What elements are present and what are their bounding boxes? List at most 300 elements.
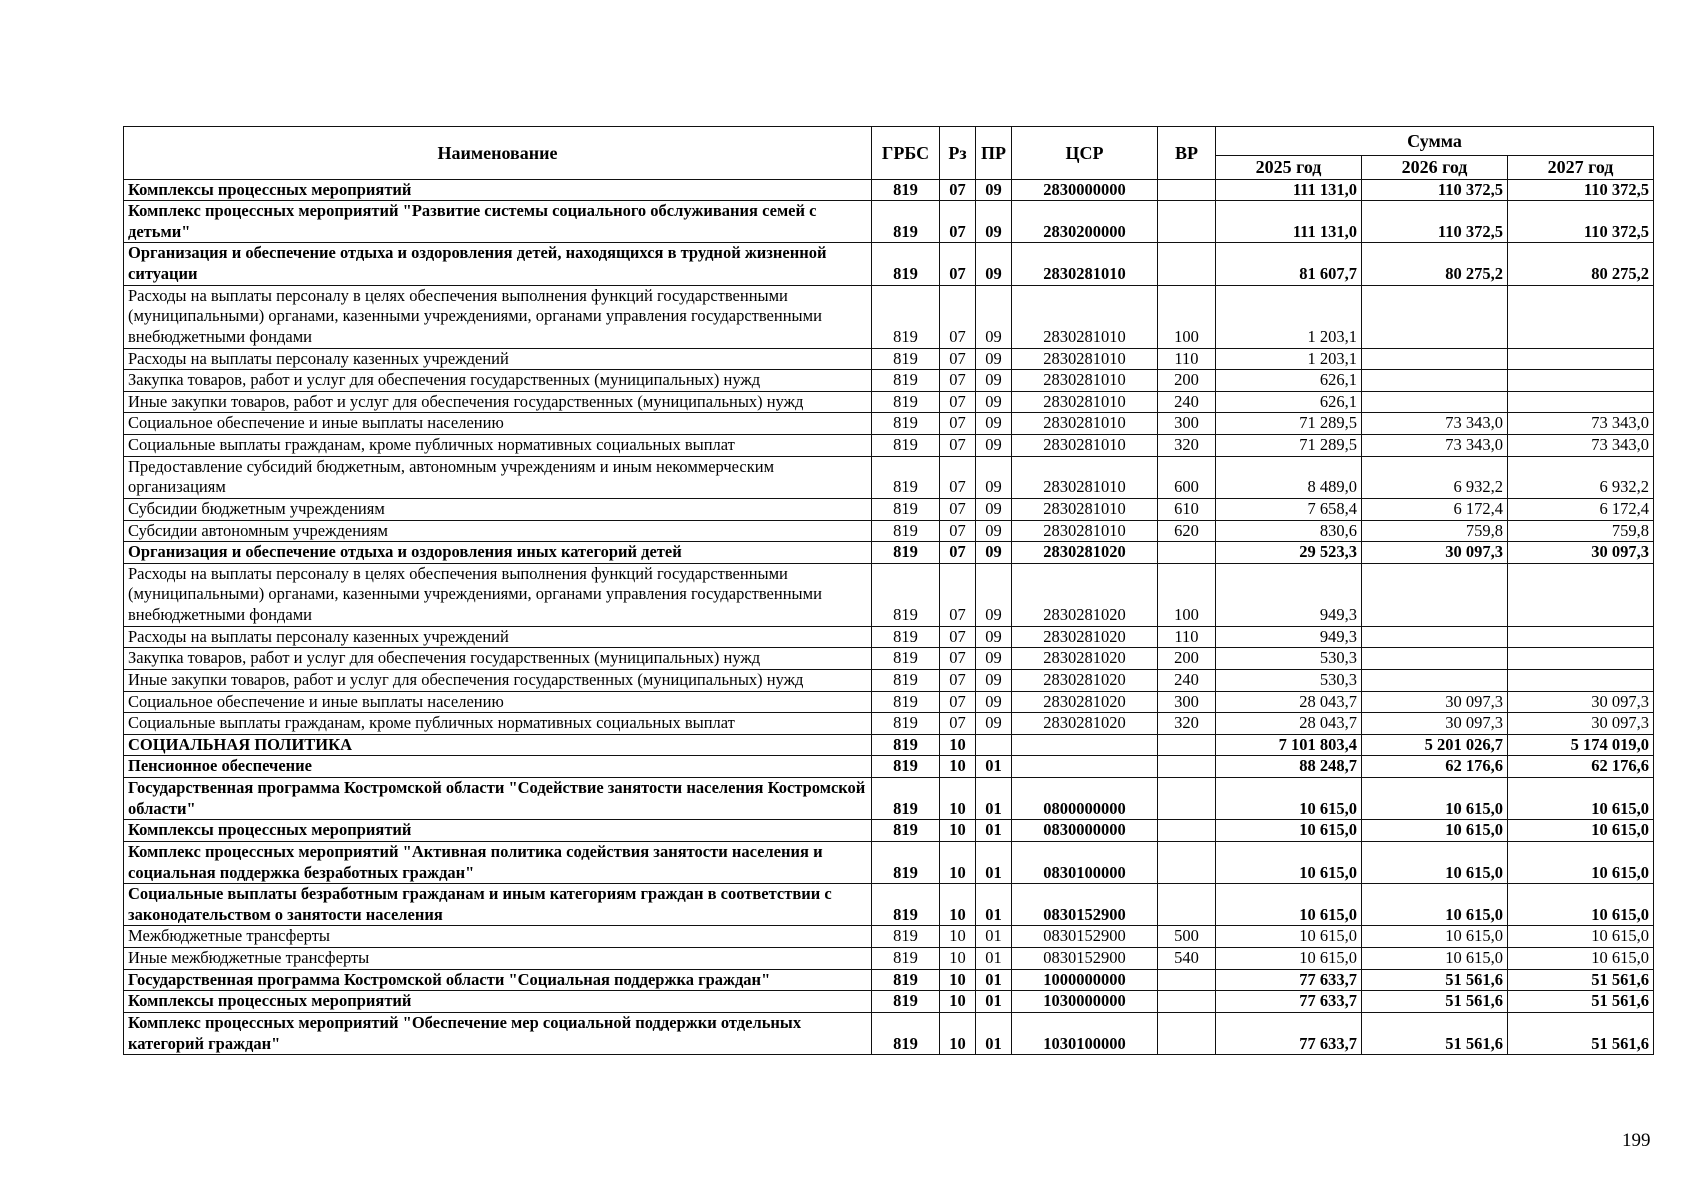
cell-2025: 626,1 <box>1216 370 1362 392</box>
cell-grbs: 819 <box>872 756 940 778</box>
table-row <box>124 348 1654 370</box>
budget-table <box>123 126 1654 1055</box>
cell-pr: 09 <box>976 435 1012 457</box>
table-row <box>124 563 1654 626</box>
cell-pr: 09 <box>976 520 1012 542</box>
cell-vr <box>1158 841 1216 883</box>
cell-2026 <box>1362 391 1508 413</box>
cell-grbs: 819 <box>872 520 940 542</box>
cell-vr: 100 <box>1158 563 1216 626</box>
cell-2026: 10 615,0 <box>1362 841 1508 883</box>
cell-2027: 10 615,0 <box>1508 884 1654 926</box>
col-header-grbs: ГРБС <box>872 127 940 180</box>
cell-grbs: 819 <box>872 691 940 713</box>
cell-csr: 2830281010 <box>1012 348 1158 370</box>
cell-rz: 07 <box>940 626 976 648</box>
cell-rz: 07 <box>940 413 976 435</box>
table-row <box>124 713 1654 735</box>
cell-name: Социальные выплаты гражданам, кроме публичных нормативных социальных выплат <box>124 435 872 457</box>
col-header-2025: 2025 год <box>1216 156 1362 180</box>
cell-rz: 10 <box>940 926 976 948</box>
cell-rz: 07 <box>940 348 976 370</box>
cell-name: Пенсионное обеспечение <box>124 756 872 778</box>
cell-2025: 949,3 <box>1216 626 1362 648</box>
cell-2026: 30 097,3 <box>1362 691 1508 713</box>
cell-2027: 6 932,2 <box>1508 456 1654 498</box>
cell-name: Социальные выплаты гражданам, кроме публичных нормативных социальных выплат <box>124 713 872 735</box>
cell-csr: 2830281010 <box>1012 243 1158 285</box>
cell-name: Комплексы процессных мероприятий <box>124 991 872 1013</box>
table-row <box>124 734 1654 756</box>
cell-pr: 09 <box>976 498 1012 520</box>
cell-pr: 09 <box>976 285 1012 348</box>
cell-2026: 51 561,6 <box>1362 1012 1508 1054</box>
cell-2025: 88 248,7 <box>1216 756 1362 778</box>
cell-2025: 830,6 <box>1216 520 1362 542</box>
cell-name: Межбюджетные трансферты <box>124 926 872 948</box>
cell-2025: 7 658,4 <box>1216 498 1362 520</box>
cell-2027 <box>1508 669 1654 691</box>
cell-name: Расходы на выплаты персоналу казенных учреждений <box>124 348 872 370</box>
table-row <box>124 456 1654 498</box>
cell-csr <box>1012 734 1158 756</box>
cell-grbs: 819 <box>872 713 940 735</box>
cell-name: Субсидии автономным учреждениям <box>124 520 872 542</box>
cell-2025: 10 615,0 <box>1216 884 1362 926</box>
cell-pr <box>976 734 1012 756</box>
cell-vr: 240 <box>1158 391 1216 413</box>
cell-2025: 10 615,0 <box>1216 948 1362 970</box>
cell-rz: 07 <box>940 669 976 691</box>
cell-2026: 73 343,0 <box>1362 435 1508 457</box>
cell-csr: 0830100000 <box>1012 841 1158 883</box>
col-header-csr: ЦСР <box>1012 127 1158 180</box>
cell-2025: 8 489,0 <box>1216 456 1362 498</box>
cell-2025: 1 203,1 <box>1216 348 1362 370</box>
cell-2025: 949,3 <box>1216 563 1362 626</box>
cell-grbs: 819 <box>872 201 940 243</box>
cell-2027: 73 343,0 <box>1508 435 1654 457</box>
cell-pr: 01 <box>976 884 1012 926</box>
cell-2027: 73 343,0 <box>1508 413 1654 435</box>
cell-pr: 01 <box>976 756 1012 778</box>
cell-rz: 07 <box>940 563 976 626</box>
table-row <box>124 841 1654 883</box>
cell-name: Иные закупки товаров, работ и услуг для обеспечения государственных (муниципальных) нужд <box>124 669 872 691</box>
cell-name: Организация и обеспечение отдыха и оздоровления детей, находящихся в трудной жизненной ситуации <box>124 243 872 285</box>
cell-2026 <box>1362 648 1508 670</box>
cell-vr: 540 <box>1158 948 1216 970</box>
table-row <box>124 778 1654 820</box>
table-row <box>124 948 1654 970</box>
cell-2027: 6 172,4 <box>1508 498 1654 520</box>
col-header-sum: Сумма <box>1216 127 1654 156</box>
cell-2026: 6 932,2 <box>1362 456 1508 498</box>
cell-rz: 07 <box>940 370 976 392</box>
cell-2025: 10 615,0 <box>1216 926 1362 948</box>
cell-2025: 626,1 <box>1216 391 1362 413</box>
cell-vr: 300 <box>1158 413 1216 435</box>
cell-2027: 62 176,6 <box>1508 756 1654 778</box>
cell-vr <box>1158 756 1216 778</box>
cell-2026: 110 372,5 <box>1362 179 1508 201</box>
cell-vr: 240 <box>1158 669 1216 691</box>
cell-pr: 09 <box>976 413 1012 435</box>
cell-name: СОЦИАЛЬНАЯ ПОЛИТИКА <box>124 734 872 756</box>
table-row <box>124 926 1654 948</box>
cell-csr: 2830281010 <box>1012 285 1158 348</box>
cell-name: Социальные выплаты безработным гражданам и иным категориям граждан в соответствии с законодательством о занятости населения <box>124 884 872 926</box>
cell-grbs: 819 <box>872 435 940 457</box>
cell-grbs: 819 <box>872 991 940 1013</box>
col-header-pr: ПР <box>976 127 1012 180</box>
cell-grbs: 819 <box>872 669 940 691</box>
table-row <box>124 756 1654 778</box>
cell-2027: 80 275,2 <box>1508 243 1654 285</box>
cell-grbs: 819 <box>872 1012 940 1054</box>
cell-grbs: 819 <box>872 926 940 948</box>
cell-grbs: 819 <box>872 648 940 670</box>
cell-grbs: 819 <box>872 456 940 498</box>
cell-vr <box>1158 201 1216 243</box>
table-row <box>124 370 1654 392</box>
table-row <box>124 691 1654 713</box>
cell-2026: 80 275,2 <box>1362 243 1508 285</box>
cell-2027: 10 615,0 <box>1508 778 1654 820</box>
cell-name: Организация и обеспечение отдыха и оздоровления иных категорий детей <box>124 542 872 564</box>
cell-rz: 10 <box>940 991 976 1013</box>
cell-csr: 2830200000 <box>1012 201 1158 243</box>
col-header-name: Наименование <box>124 127 872 180</box>
cell-2025: 28 043,7 <box>1216 691 1362 713</box>
cell-2025: 10 615,0 <box>1216 778 1362 820</box>
cell-2027: 51 561,6 <box>1508 969 1654 991</box>
cell-grbs: 819 <box>872 413 940 435</box>
table-header <box>124 127 1654 180</box>
cell-2027: 30 097,3 <box>1508 691 1654 713</box>
cell-csr: 2830281020 <box>1012 669 1158 691</box>
cell-2026: 110 372,5 <box>1362 201 1508 243</box>
cell-csr: 2830281010 <box>1012 520 1158 542</box>
cell-2027: 10 615,0 <box>1508 926 1654 948</box>
cell-rz: 10 <box>940 756 976 778</box>
cell-csr: 2830281010 <box>1012 391 1158 413</box>
cell-rz: 07 <box>940 456 976 498</box>
table-row <box>124 285 1654 348</box>
table-row <box>124 669 1654 691</box>
cell-csr: 2830281020 <box>1012 626 1158 648</box>
table-row <box>124 201 1654 243</box>
cell-vr <box>1158 542 1216 564</box>
cell-pr: 09 <box>976 456 1012 498</box>
cell-csr: 2830281010 <box>1012 370 1158 392</box>
table-row <box>124 884 1654 926</box>
cell-rz: 07 <box>940 713 976 735</box>
cell-grbs: 819 <box>872 734 940 756</box>
cell-pr: 09 <box>976 648 1012 670</box>
table-row <box>124 435 1654 457</box>
cell-pr: 09 <box>976 626 1012 648</box>
cell-rz: 10 <box>940 820 976 842</box>
cell-grbs: 819 <box>872 542 940 564</box>
cell-pr: 09 <box>976 391 1012 413</box>
page-number: 199 <box>1622 1130 1651 1151</box>
cell-pr: 01 <box>976 778 1012 820</box>
cell-2027: 30 097,3 <box>1508 713 1654 735</box>
cell-csr: 2830281010 <box>1012 498 1158 520</box>
cell-vr <box>1158 969 1216 991</box>
cell-2025: 77 633,7 <box>1216 1012 1362 1054</box>
cell-2025: 530,3 <box>1216 669 1362 691</box>
cell-csr <box>1012 756 1158 778</box>
cell-2027: 759,8 <box>1508 520 1654 542</box>
cell-csr: 0830152900 <box>1012 926 1158 948</box>
cell-vr <box>1158 820 1216 842</box>
cell-grbs: 819 <box>872 884 940 926</box>
table-row <box>124 243 1654 285</box>
cell-grbs: 819 <box>872 948 940 970</box>
cell-2027: 30 097,3 <box>1508 542 1654 564</box>
col-header-vr: ВР <box>1158 127 1216 180</box>
cell-2025: 71 289,5 <box>1216 413 1362 435</box>
cell-csr: 0830000000 <box>1012 820 1158 842</box>
table-row <box>124 498 1654 520</box>
cell-rz: 07 <box>940 542 976 564</box>
cell-2025: 71 289,5 <box>1216 435 1362 457</box>
cell-pr: 01 <box>976 969 1012 991</box>
cell-vr <box>1158 243 1216 285</box>
cell-name: Расходы на выплаты персоналу казенных учреждений <box>124 626 872 648</box>
cell-2025: 530,3 <box>1216 648 1362 670</box>
cell-2025: 111 131,0 <box>1216 179 1362 201</box>
cell-grbs: 819 <box>872 285 940 348</box>
cell-grbs: 819 <box>872 820 940 842</box>
cell-2027 <box>1508 626 1654 648</box>
cell-csr: 1030000000 <box>1012 991 1158 1013</box>
table-row <box>124 626 1654 648</box>
cell-csr: 2830281010 <box>1012 456 1158 498</box>
cell-2027: 110 372,5 <box>1508 201 1654 243</box>
cell-rz: 10 <box>940 778 976 820</box>
cell-2026: 30 097,3 <box>1362 713 1508 735</box>
cell-2025: 1 203,1 <box>1216 285 1362 348</box>
cell-pr: 09 <box>976 713 1012 735</box>
cell-vr: 600 <box>1158 456 1216 498</box>
cell-2027 <box>1508 391 1654 413</box>
cell-vr: 500 <box>1158 926 1216 948</box>
col-header-rz: Рз <box>940 127 976 180</box>
cell-rz: 10 <box>940 841 976 883</box>
cell-grbs: 819 <box>872 563 940 626</box>
table-row <box>124 413 1654 435</box>
cell-2027 <box>1508 563 1654 626</box>
cell-2025: 77 633,7 <box>1216 969 1362 991</box>
cell-name: Социальное обеспечение и иные выплаты населению <box>124 413 872 435</box>
cell-grbs: 819 <box>872 179 940 201</box>
cell-rz: 10 <box>940 948 976 970</box>
cell-name: Расходы на выплаты персоналу в целях обеспечения выполнения функций государственными (муниципальными) органами, казенными учреждениями, органами управления государственными внебюджетными фондами <box>124 285 872 348</box>
cell-name: Закупка товаров, работ и услуг для обеспечения государственных (муниципальных) нужд <box>124 370 872 392</box>
cell-2026: 51 561,6 <box>1362 991 1508 1013</box>
cell-2025: 7 101 803,4 <box>1216 734 1362 756</box>
cell-pr: 09 <box>976 669 1012 691</box>
cell-2026: 10 615,0 <box>1362 778 1508 820</box>
cell-csr: 2830281020 <box>1012 691 1158 713</box>
cell-name: Комплекс процессных мероприятий "Обеспечение мер социальной поддержки отдельных категорий граждан" <box>124 1012 872 1054</box>
cell-csr: 0830152900 <box>1012 884 1158 926</box>
cell-name: Государственная программа Костромской области "Содействие занятости населения Костромской области" <box>124 778 872 820</box>
cell-2026 <box>1362 563 1508 626</box>
cell-2027 <box>1508 285 1654 348</box>
col-header-2026: 2026 год <box>1362 156 1508 180</box>
cell-pr: 09 <box>976 563 1012 626</box>
cell-rz: 07 <box>940 243 976 285</box>
cell-2026: 6 172,4 <box>1362 498 1508 520</box>
cell-rz: 07 <box>940 648 976 670</box>
cell-rz: 10 <box>940 734 976 756</box>
cell-2025: 28 043,7 <box>1216 713 1362 735</box>
cell-name: Расходы на выплаты персоналу в целях обеспечения выполнения функций государственными (муниципальными) органами, казенными учреждениями, органами управления государственными внебюджетными фондами <box>124 563 872 626</box>
cell-2025: 111 131,0 <box>1216 201 1362 243</box>
cell-name: Закупка товаров, работ и услуг для обеспечения государственных (муниципальных) нужд <box>124 648 872 670</box>
cell-vr <box>1158 991 1216 1013</box>
cell-2026: 62 176,6 <box>1362 756 1508 778</box>
cell-vr: 100 <box>1158 285 1216 348</box>
cell-csr: 2830281020 <box>1012 713 1158 735</box>
cell-2026: 5 201 026,7 <box>1362 734 1508 756</box>
cell-2027: 5 174 019,0 <box>1508 734 1654 756</box>
cell-rz: 10 <box>940 969 976 991</box>
cell-vr <box>1158 179 1216 201</box>
cell-pr: 09 <box>976 691 1012 713</box>
cell-pr: 01 <box>976 991 1012 1013</box>
cell-rz: 10 <box>940 1012 976 1054</box>
cell-2027: 110 372,5 <box>1508 179 1654 201</box>
cell-2025: 10 615,0 <box>1216 820 1362 842</box>
cell-vr: 110 <box>1158 348 1216 370</box>
cell-csr: 2830281020 <box>1012 648 1158 670</box>
cell-vr <box>1158 884 1216 926</box>
cell-rz: 07 <box>940 179 976 201</box>
cell-2026 <box>1362 348 1508 370</box>
cell-2026: 10 615,0 <box>1362 948 1508 970</box>
cell-2026: 30 097,3 <box>1362 542 1508 564</box>
cell-name: Иные закупки товаров, работ и услуг для обеспечения государственных (муниципальных) нужд <box>124 391 872 413</box>
cell-2026 <box>1362 370 1508 392</box>
cell-pr: 09 <box>976 179 1012 201</box>
cell-pr: 09 <box>976 348 1012 370</box>
cell-rz: 07 <box>940 520 976 542</box>
cell-vr: 620 <box>1158 520 1216 542</box>
cell-grbs: 819 <box>872 243 940 285</box>
table-row <box>124 391 1654 413</box>
cell-name: Субсидии бюджетным учреждениям <box>124 498 872 520</box>
cell-name: Комплекс процессных мероприятий "Активная политика содействия занятости населения и социальная поддержка безработных граждан" <box>124 841 872 883</box>
cell-2027: 51 561,6 <box>1508 991 1654 1013</box>
cell-2027: 10 615,0 <box>1508 948 1654 970</box>
cell-grbs: 819 <box>872 841 940 883</box>
col-header-2027: 2027 год <box>1508 156 1654 180</box>
cell-rz: 07 <box>940 435 976 457</box>
cell-2026 <box>1362 285 1508 348</box>
cell-csr: 0800000000 <box>1012 778 1158 820</box>
cell-2026 <box>1362 669 1508 691</box>
table-row <box>124 648 1654 670</box>
cell-name: Государственная программа Костромской области "Социальная поддержка граждан" <box>124 969 872 991</box>
cell-vr <box>1158 778 1216 820</box>
cell-rz: 07 <box>940 498 976 520</box>
table-row <box>124 991 1654 1013</box>
cell-rz: 07 <box>940 391 976 413</box>
cell-2025: 29 523,3 <box>1216 542 1362 564</box>
cell-pr: 01 <box>976 841 1012 883</box>
cell-name: Комплекс процессных мероприятий "Развитие системы социального обслуживания семей с детьми" <box>124 201 872 243</box>
cell-rz: 10 <box>940 884 976 926</box>
cell-csr: 2830281020 <box>1012 563 1158 626</box>
cell-pr: 01 <box>976 948 1012 970</box>
cell-2027 <box>1508 348 1654 370</box>
cell-vr <box>1158 734 1216 756</box>
cell-csr: 0830152900 <box>1012 948 1158 970</box>
cell-grbs: 819 <box>872 391 940 413</box>
cell-2025: 77 633,7 <box>1216 991 1362 1013</box>
cell-grbs: 819 <box>872 969 940 991</box>
cell-pr: 01 <box>976 820 1012 842</box>
cell-2026: 759,8 <box>1362 520 1508 542</box>
cell-2027 <box>1508 370 1654 392</box>
table-row <box>124 179 1654 201</box>
cell-2026: 51 561,6 <box>1362 969 1508 991</box>
cell-grbs: 819 <box>872 370 940 392</box>
table-row <box>124 520 1654 542</box>
cell-vr: 200 <box>1158 648 1216 670</box>
cell-2027: 51 561,6 <box>1508 1012 1654 1054</box>
cell-vr: 320 <box>1158 713 1216 735</box>
cell-2025: 81 607,7 <box>1216 243 1362 285</box>
cell-csr: 2830000000 <box>1012 179 1158 201</box>
table-row <box>124 969 1654 991</box>
cell-csr: 1000000000 <box>1012 969 1158 991</box>
cell-pr: 09 <box>976 542 1012 564</box>
cell-vr: 610 <box>1158 498 1216 520</box>
table-body <box>124 179 1654 1055</box>
cell-grbs: 819 <box>872 626 940 648</box>
cell-vr: 320 <box>1158 435 1216 457</box>
cell-name: Социальное обеспечение и иные выплаты населению <box>124 691 872 713</box>
cell-grbs: 819 <box>872 348 940 370</box>
table-row <box>124 820 1654 842</box>
cell-name: Комплексы процессных мероприятий <box>124 179 872 201</box>
cell-2027 <box>1508 648 1654 670</box>
cell-pr: 01 <box>976 926 1012 948</box>
cell-rz: 07 <box>940 285 976 348</box>
cell-vr: 110 <box>1158 626 1216 648</box>
cell-name: Иные межбюджетные трансферты <box>124 948 872 970</box>
cell-2026: 10 615,0 <box>1362 884 1508 926</box>
cell-rz: 07 <box>940 201 976 243</box>
cell-csr: 2830281020 <box>1012 542 1158 564</box>
cell-2026 <box>1362 626 1508 648</box>
cell-grbs: 819 <box>872 498 940 520</box>
cell-pr: 09 <box>976 243 1012 285</box>
table-row <box>124 1012 1654 1054</box>
cell-pr: 09 <box>976 201 1012 243</box>
cell-vr <box>1158 1012 1216 1054</box>
cell-vr: 300 <box>1158 691 1216 713</box>
cell-vr: 200 <box>1158 370 1216 392</box>
cell-name: Предоставление субсидий бюджетным, автономным учреждениям и иным некоммерческим организациям <box>124 456 872 498</box>
cell-2027: 10 615,0 <box>1508 820 1654 842</box>
